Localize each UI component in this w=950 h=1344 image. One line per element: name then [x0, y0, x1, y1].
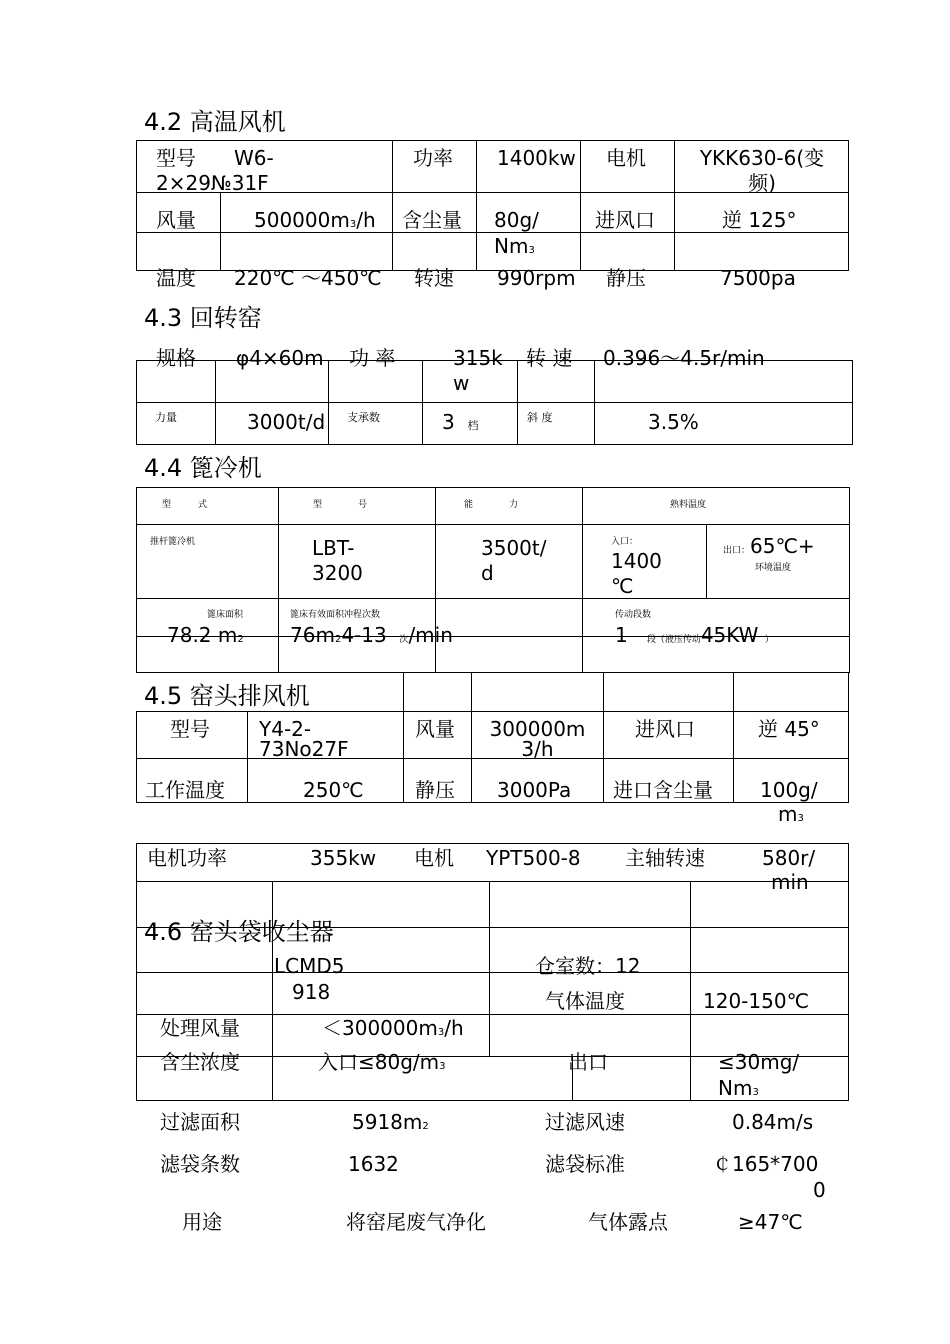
s42-dust-label: 含尘量 [402, 208, 462, 232]
s43-support-label: 支承数 [347, 411, 380, 424]
s45-temp-value: 250℃ [303, 778, 364, 802]
s45-static-value: 3000Pa [497, 778, 572, 802]
s44-inlet-label: 入口： [611, 537, 639, 547]
section-4-4-heading: 4.4 篦冷机 [144, 454, 262, 482]
s44-drive-value: 1 段（液压传动45KW ） [615, 623, 774, 647]
s42-dust-value-2: Nm3 [494, 234, 535, 258]
s46-gas-temp-label: 气体温度 [545, 989, 625, 1013]
s42-model-value-1: W6- [234, 146, 274, 170]
s44-drive-label: 传动段数 [615, 610, 652, 620]
s46-conc-label: 含尘浓度 [160, 1050, 240, 1074]
s43-spec-label: 规格 [156, 346, 196, 370]
s43-speed-label: 转 速 [526, 346, 573, 370]
s45-shaft-label: 主轴转速 [625, 846, 705, 870]
s45-static-label: 静压 [415, 778, 455, 802]
s42-power-label: 功率 [413, 146, 453, 170]
s46-model-value-2: 918 [292, 980, 331, 1004]
s46-bagspec-value-1: ￠165*700 [712, 1152, 819, 1176]
s46-bagspec-label: 滤袋标准 [545, 1152, 625, 1176]
s46-conc-out-2: Nm3 [718, 1076, 759, 1100]
s46-bags-value: 1632 [348, 1152, 399, 1176]
s42-static-value: 7500pa [720, 266, 796, 290]
s46-use-label: 用途 [182, 1210, 222, 1234]
s42-model-value-2: 2×29№31F [156, 171, 269, 195]
s45-inlet-label: 进风口 [635, 717, 695, 741]
s46-conc-in: 入口≤80g/m3 [318, 1050, 446, 1074]
s45-motor-value: YPT500-8 [486, 846, 581, 870]
s42-model-label: 型号 [156, 146, 196, 170]
s44-inlet-value-2: ℃ [611, 574, 634, 598]
s44-inlet-value-1: 1400 [611, 549, 662, 573]
s45-flow-value-2: 3/h [521, 737, 554, 761]
s46-chambers: 仓室数：12 [535, 954, 641, 978]
s46-bags-label: 滤袋条数 [160, 1152, 240, 1176]
s42-temp-value: 220℃ ～450℃ [234, 266, 382, 290]
s45-mpower-label: 电机功率 [147, 846, 227, 870]
s45-model-value-1: Y4-2- [259, 717, 312, 741]
s44-header-type: 型 式 [162, 500, 208, 510]
s46-bagspec-value-2: 0 [813, 1178, 826, 1202]
s46-air-label: 处理风量 [160, 1016, 240, 1040]
s42-inlet-value: 逆 125° [722, 208, 797, 232]
s46-dew-value: ≥47℃ [738, 1210, 803, 1234]
s42-power-value: 1400kw [497, 146, 576, 170]
s45-motor-label: 电机 [414, 846, 454, 870]
s43-power-label: 功 率 [349, 346, 396, 370]
s42-speed-value: 990rpm [497, 266, 576, 290]
s44-header-model: 型 号 [313, 500, 368, 510]
s43-speed-value: 0.396～4.5r/min [603, 346, 765, 370]
s45-mpower-value: 355kw [310, 846, 377, 870]
s44-model-value-2: 3200 [312, 561, 363, 585]
s44-outlet-note: 环境温度 [755, 563, 792, 573]
s45-flow-value-1: 300000m [489, 717, 586, 741]
section-4-5-heading: 4.5 窑头排风机 [144, 682, 310, 710]
s42-inlet-label: 进风口 [595, 208, 655, 232]
s46-conc-out-label: 出口 [568, 1050, 608, 1074]
s46-model-value-1: LCMD5 [274, 954, 345, 978]
s45-dust-value-1: 100g/ [760, 778, 818, 802]
s43-slope-value: 3.5% [648, 410, 699, 434]
s46-farea-label: 过滤面积 [160, 1110, 240, 1134]
s46-use-value: 将窑尾废气净化 [346, 1210, 486, 1234]
s42-motor-label: 电机 [606, 146, 646, 170]
s43-spec-value: φ4×60m [236, 346, 324, 370]
s42-flow-value: 500000m3/h [254, 208, 376, 232]
s42-motor-value-1: YKK630-6(变 [699, 146, 825, 170]
s43-capacity-value: 3000t/d [247, 410, 326, 434]
s42-flow-label: 风量 [156, 208, 196, 232]
section-4-3-heading: 4.3 回转窑 [144, 304, 262, 332]
s43-power-value-1: 315k [453, 346, 503, 370]
s42-motor-value-2: 频) [748, 171, 776, 195]
s45-model-value-2: 73No27F [259, 737, 349, 761]
s44-eff-label: 篦床有效面积冲程次数 [290, 610, 381, 620]
s44-type-value: 推杆篦冷机 [150, 537, 196, 547]
s42-speed-label: 转速 [414, 266, 454, 290]
s46-fspeed-value: 0.84m/s [732, 1110, 814, 1134]
s46-gas-temp-value: 120-150℃ [703, 989, 810, 1013]
s45-flow-label: 风量 [415, 717, 455, 741]
s42-dust-value-1: 80g/ [494, 208, 539, 232]
s44-header-clinker-temp: 熟料温度 [670, 500, 707, 510]
s46-air-value: ＜300000m3/h [322, 1016, 464, 1040]
s45-model-label: 型号 [170, 717, 210, 741]
s46-farea-value: 5918m2 [352, 1110, 429, 1134]
s45-inlet-value: 逆 45° [758, 717, 820, 741]
section-4-6-heading: 4.6 窑头袋收尘器 [144, 918, 334, 946]
s45-dust-label: 进口含尘量 [613, 778, 713, 802]
s43-capacity-label: 力量 [155, 411, 177, 424]
s44-header-capacity: 能 力 [464, 500, 519, 510]
s45-shaft-value-1: 580r/ [762, 846, 816, 870]
s44-capacity-value-1: 3500t/ [481, 536, 547, 560]
s43-power-value-2: w [453, 371, 470, 395]
s44-area-label: 篦床面积 [207, 610, 244, 620]
s45-shaft-value-2: min [771, 870, 809, 894]
s44-area-value: 78.2 m2 [167, 623, 244, 647]
s46-dew-label: 气体露点 [588, 1210, 668, 1234]
s46-fspeed-label: 过滤风速 [545, 1110, 625, 1134]
s42-static-label: 静压 [606, 266, 646, 290]
s45-dust-value-2: m3 [778, 802, 804, 826]
s46-conc-out-1: ≤30mg/ [718, 1050, 800, 1074]
s44-eff-value: 76m24-13 次/min [290, 623, 453, 647]
s42-temp-label: 温度 [156, 266, 196, 290]
section-4-2-heading: 4.2 高温风机 [144, 108, 286, 136]
s43-support-value: 3 档 [442, 410, 479, 434]
s45-temp-label: 工作温度 [145, 778, 225, 802]
s44-model-value-1: LBT- [312, 536, 355, 560]
s43-slope-label: 斜 度 [527, 411, 553, 424]
s44-outlet: 出口：65℃+ [723, 534, 815, 558]
s44-capacity-value-2: d [481, 561, 494, 585]
